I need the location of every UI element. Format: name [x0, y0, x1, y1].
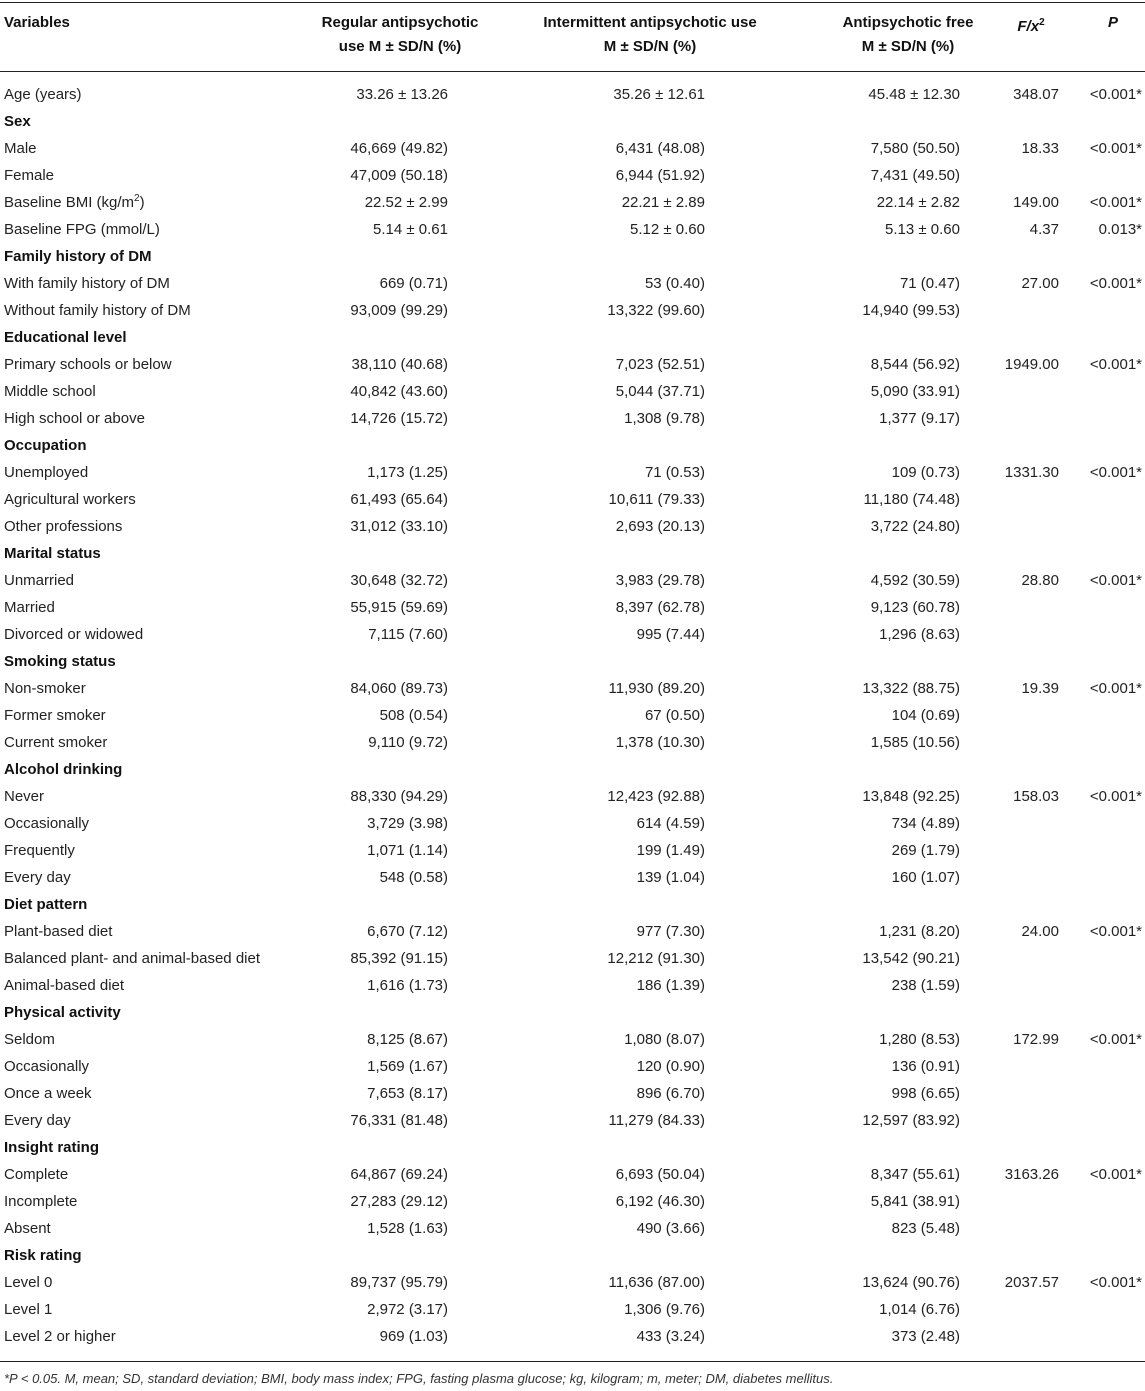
variable-cell	[4, 783, 44, 810]
variable-text: Seldom	[4, 1031, 55, 1048]
free-cell: 8,347 (55.61)	[870, 1166, 960, 1183]
regular-cell: 27,283 (29.12)	[350, 1193, 448, 1210]
table-row	[0, 270, 1145, 297]
free-cell: 373 (2.48)	[891, 1328, 960, 1345]
regular-cell: 89,737 (95.79)	[350, 1274, 448, 1291]
table-row	[0, 621, 1145, 648]
f-statistic-cell: 27.00	[1021, 275, 1059, 292]
variable-text: Age (years)	[4, 86, 82, 103]
regular-cell: 3,729 (3.98)	[367, 815, 448, 832]
table-row	[0, 162, 1145, 189]
variable-text: Insight rating	[4, 1139, 99, 1156]
free-cell: 14,940 (99.53)	[862, 302, 960, 319]
header-regular-line2: use M ± SD/N (%)	[338, 38, 462, 55]
section-label	[4, 648, 116, 675]
header-free-line2: M ± SD/N (%)	[861, 38, 955, 55]
section-label	[4, 1242, 82, 1269]
header-variables: Variables	[4, 14, 70, 31]
free-cell: 4,592 (30.59)	[870, 572, 960, 589]
free-cell: 109 (0.73)	[891, 464, 960, 481]
regular-cell: 55,915 (59.69)	[350, 599, 448, 616]
intermittent-cell: 614 (4.59)	[636, 815, 705, 832]
variable-cell	[4, 270, 170, 297]
variable-text: High school or above	[4, 410, 145, 427]
p-value-cell: <0.001*	[1089, 1274, 1142, 1291]
free-cell: 1,014 (6.76)	[879, 1301, 960, 1318]
table-row	[0, 189, 1145, 216]
variable-cell	[4, 162, 54, 189]
variable-text: Female	[4, 167, 55, 184]
f-statistic-cell: 24.00	[1021, 923, 1059, 940]
table-row	[0, 1161, 1145, 1188]
section-row	[0, 243, 1145, 270]
free-cell: 13,322 (88.75)	[862, 680, 960, 697]
intermittent-cell: 5,044 (37.71)	[615, 383, 705, 400]
regular-cell: 40,842 (43.60)	[350, 383, 448, 400]
f-statistic-cell: 348.07	[1013, 86, 1059, 103]
intermittent-cell: 139 (1.04)	[636, 869, 705, 886]
variable-cell	[4, 864, 71, 891]
intermittent-cell: 7,023 (52.51)	[615, 356, 705, 373]
free-cell: 1,280 (8.53)	[879, 1031, 960, 1048]
free-cell: 238 (1.59)	[891, 977, 960, 994]
variable-cell	[4, 513, 122, 540]
f-statistic-cell: 172.99	[1013, 1031, 1059, 1048]
p-value-cell: <0.001*	[1089, 140, 1142, 157]
variable-text: Never	[4, 788, 45, 805]
intermittent-cell: 1,378 (10.30)	[615, 734, 705, 751]
p-value-cell: <0.001*	[1089, 356, 1142, 373]
table-row	[0, 486, 1145, 513]
intermittent-cell: 71 (0.53)	[644, 464, 705, 481]
table-row	[0, 405, 1145, 432]
f-statistic-cell: 19.39	[1021, 680, 1059, 697]
table-row	[0, 567, 1145, 594]
free-cell: 13,624 (90.76)	[862, 1274, 960, 1291]
table-row	[0, 783, 1145, 810]
f-statistic-cell: 2037.57	[1004, 1274, 1059, 1291]
variable-tail: )	[139, 194, 145, 211]
header-intermittent-line1: Intermittent antipsychotic use	[543, 14, 757, 31]
variable-cell	[4, 594, 55, 621]
variable-cell	[4, 297, 191, 324]
free-cell: 823 (5.48)	[891, 1220, 960, 1237]
free-cell: 1,585 (10.56)	[870, 734, 960, 751]
intermittent-cell: 22.21 ± 2.89	[621, 194, 705, 211]
intermittent-cell: 6,693 (50.04)	[615, 1166, 705, 1183]
variable-text: Unmarried	[4, 572, 75, 589]
variable-cell	[4, 1161, 68, 1188]
intermittent-cell: 12,212 (91.30)	[607, 950, 705, 967]
p-value-cell: <0.001*	[1089, 788, 1142, 805]
variable-cell	[4, 945, 260, 972]
header-f-label: F/x	[1017, 18, 1040, 35]
section-label	[4, 756, 122, 783]
table-row	[0, 837, 1145, 864]
free-cell: 5,841 (38.91)	[870, 1193, 960, 1210]
free-cell: 22.14 ± 2.82	[876, 194, 960, 211]
variable-text: Frequently	[4, 842, 75, 859]
variable-cell	[4, 378, 96, 405]
section-row	[0, 540, 1145, 567]
p-value-cell: <0.001*	[1089, 680, 1142, 697]
intermittent-cell: 1,080 (8.07)	[624, 1031, 705, 1048]
intermittent-cell: 11,279 (84.33)	[608, 1112, 705, 1129]
table-row	[0, 1323, 1145, 1350]
header-f-sup: 2	[1039, 17, 1045, 28]
intermittent-cell: 3,983 (29.78)	[615, 572, 705, 589]
intermittent-cell: 896 (6.70)	[636, 1085, 705, 1102]
free-cell: 1,231 (8.20)	[879, 923, 960, 940]
free-cell: 160 (1.07)	[891, 869, 960, 886]
regular-cell: 1,569 (1.67)	[367, 1058, 448, 1075]
section-label	[4, 540, 101, 567]
variable-cell	[4, 216, 160, 243]
section-label	[4, 243, 152, 270]
variable-cell	[4, 675, 86, 702]
section-label	[4, 1134, 99, 1161]
regular-cell: 548 (0.58)	[379, 869, 448, 886]
intermittent-cell: 8,397 (62.78)	[615, 599, 705, 616]
variable-cell	[4, 1053, 89, 1080]
header-intermittent-line2: M ± SD/N (%)	[603, 38, 697, 55]
f-statistic-cell: 1949.00	[1004, 356, 1059, 373]
variable-text: Former smoker	[4, 707, 106, 724]
table-row	[0, 1215, 1145, 1242]
regular-cell: 93,009 (99.29)	[350, 302, 448, 319]
p-value-cell: <0.001*	[1089, 1166, 1142, 1183]
regular-cell: 85,392 (91.15)	[350, 950, 448, 967]
variable-text: Non-smoker	[4, 680, 86, 697]
variable-text: Baseline BMI (kg/m	[4, 194, 135, 211]
section-label	[4, 108, 31, 135]
intermittent-cell: 186 (1.39)	[636, 977, 705, 994]
regular-cell: 9,110 (9.72)	[368, 734, 448, 751]
intermittent-cell: 13,322 (99.60)	[607, 302, 705, 319]
regular-cell: 7,115 (7.60)	[368, 626, 448, 643]
variable-text: Risk rating	[4, 1247, 82, 1264]
intermittent-cell: 977 (7.30)	[636, 923, 705, 940]
regular-cell: 508 (0.54)	[379, 707, 448, 724]
variable-cell	[4, 1080, 92, 1107]
table-row	[0, 513, 1145, 540]
table-row	[0, 864, 1145, 891]
free-cell: 1,377 (9.17)	[879, 410, 960, 427]
variable-text: Level 0	[4, 1274, 53, 1291]
free-cell: 104 (0.69)	[891, 707, 960, 724]
intermittent-cell: 995 (7.44)	[636, 626, 705, 643]
section-label	[4, 891, 87, 918]
table-top-rule	[0, 2, 1145, 3]
regular-cell: 61,493 (65.64)	[350, 491, 448, 508]
variable-text: Plant-based diet	[4, 923, 113, 940]
free-cell: 1,296 (8.63)	[879, 626, 960, 643]
section-row	[0, 999, 1145, 1026]
free-cell: 5,090 (33.91)	[870, 383, 960, 400]
table-row	[0, 1053, 1145, 1080]
regular-cell: 7,653 (8.17)	[367, 1085, 448, 1102]
header-intermittent	[524, 11, 776, 59]
table-row	[0, 1296, 1145, 1323]
intermittent-cell: 10,611 (79.33)	[608, 491, 705, 508]
table-row	[0, 729, 1145, 756]
intermittent-cell: 67 (0.50)	[644, 707, 705, 724]
variable-text: Complete	[4, 1166, 69, 1183]
f-statistic-cell: 4.37	[1029, 221, 1059, 238]
table-body	[0, 81, 1145, 1350]
f-statistic-cell: 158.03	[1013, 788, 1059, 805]
p-value-cell: <0.001*	[1089, 275, 1142, 292]
table-row	[0, 675, 1145, 702]
table-row	[0, 594, 1145, 621]
table-row	[0, 1026, 1145, 1053]
p-value-cell: <0.001*	[1089, 923, 1142, 940]
table-row	[0, 972, 1145, 999]
table-row	[0, 216, 1145, 243]
variable-text: Level 2 or higher	[4, 1328, 116, 1345]
section-row	[0, 108, 1145, 135]
variable-text: Absent	[4, 1220, 51, 1237]
table-row	[0, 378, 1145, 405]
section-row	[0, 432, 1145, 459]
variable-text: Incomplete	[4, 1193, 78, 1210]
intermittent-cell: 53 (0.40)	[644, 275, 705, 292]
free-cell: 8,544 (56.92)	[870, 356, 960, 373]
regular-cell: 38,110 (40.68)	[351, 356, 448, 373]
header-regular-line1: Regular antipsychotic	[321, 14, 479, 31]
table-header	[0, 8, 1145, 68]
variable-text: Marital status	[4, 545, 101, 562]
variable-cell	[4, 135, 37, 162]
regular-cell: 88,330 (94.29)	[350, 788, 448, 805]
variable-text: Balanced plant- and animal-based diet	[4, 950, 261, 967]
variable-cell	[4, 189, 145, 216]
variable-text: Unemployed	[4, 464, 89, 481]
header-f-statistic	[996, 11, 1066, 39]
section-label	[4, 432, 87, 459]
f-statistic-cell: 18.33	[1021, 140, 1059, 157]
free-cell: 5.13 ± 0.60	[885, 221, 960, 238]
free-cell: 13,542 (90.21)	[862, 950, 960, 967]
regular-cell: 64,867 (69.24)	[350, 1166, 448, 1183]
table-row	[0, 702, 1145, 729]
variable-cell	[4, 702, 106, 729]
p-value-cell: <0.001*	[1089, 1031, 1142, 1048]
table-row	[0, 1269, 1145, 1296]
regular-cell: 1,071 (1.14)	[367, 842, 448, 859]
variable-cell	[4, 837, 75, 864]
section-row	[0, 1242, 1145, 1269]
variable-cell	[4, 351, 172, 378]
variable-cell	[4, 621, 143, 648]
variable-text: Level 1	[4, 1301, 53, 1318]
regular-cell: 47,009 (50.18)	[350, 167, 448, 184]
variable-text: Married	[4, 599, 55, 616]
variable-text: Without family history of DM	[4, 302, 191, 319]
free-cell: 71 (0.47)	[899, 275, 960, 292]
regular-cell: 8,125 (8.67)	[367, 1031, 448, 1048]
free-cell: 7,431 (49.50)	[870, 167, 960, 184]
variable-cell	[4, 972, 124, 999]
free-cell: 734 (4.89)	[891, 815, 960, 832]
variable-superscript: 2	[134, 193, 140, 204]
variable-cell	[4, 459, 88, 486]
free-cell: 13,848 (92.25)	[862, 788, 960, 805]
variable-text: Diet pattern	[4, 896, 88, 913]
variable-cell	[4, 486, 136, 513]
variable-text: Occasionally	[4, 1058, 90, 1075]
table-row	[0, 459, 1145, 486]
free-cell: 998 (6.65)	[891, 1085, 960, 1102]
variable-text: Educational level	[4, 329, 127, 346]
regular-cell: 1,173 (1.25)	[367, 464, 448, 481]
free-cell: 3,722 (24.80)	[870, 518, 960, 535]
variable-text: Occasionally	[4, 815, 90, 832]
header-p-value: P	[1107, 14, 1118, 31]
p-value-cell: <0.001*	[1089, 86, 1142, 103]
intermittent-cell: 11,930 (89.20)	[608, 680, 705, 697]
f-statistic-cell: 28.80	[1021, 572, 1059, 589]
table-row	[0, 1188, 1145, 1215]
free-cell: 136 (0.91)	[891, 1058, 960, 1075]
variable-text: Animal-based diet	[4, 977, 125, 994]
p-value-cell: <0.001*	[1089, 572, 1142, 589]
section-label	[4, 324, 127, 351]
intermittent-cell: 490 (3.66)	[636, 1220, 705, 1237]
variable-text: Other professions	[4, 518, 123, 535]
variable-cell	[4, 1215, 51, 1242]
variable-text: Family history of DM	[4, 248, 152, 265]
regular-cell: 31,012 (33.10)	[350, 518, 448, 535]
table-bottom-rule	[0, 1361, 1145, 1362]
f-statistic-cell: 1331.30	[1004, 464, 1059, 481]
regular-cell: 33.26 ± 13.26	[356, 86, 448, 103]
variable-text: Every day	[4, 869, 71, 886]
table-row	[0, 297, 1145, 324]
regular-cell: 22.52 ± 2.99	[364, 194, 448, 211]
variable-text: Male	[4, 140, 37, 157]
variable-text: With family history of DM	[4, 275, 170, 292]
free-cell: 45.48 ± 12.30	[868, 86, 960, 103]
section-row	[0, 756, 1145, 783]
table-row	[0, 351, 1145, 378]
variable-cell	[4, 918, 112, 945]
variable-cell	[4, 567, 74, 594]
f-statistic-cell: 149.00	[1013, 194, 1059, 211]
variable-text: Sex	[4, 113, 31, 130]
free-cell: 7,580 (50.50)	[870, 140, 960, 157]
intermittent-cell: 6,431 (48.08)	[615, 140, 705, 157]
regular-cell: 669 (0.71)	[379, 275, 448, 292]
variable-cell	[4, 729, 107, 756]
free-cell: 9,123 (60.78)	[870, 599, 960, 616]
table-row	[0, 1080, 1145, 1107]
intermittent-cell: 5.12 ± 0.60	[630, 221, 705, 238]
regular-cell: 2,972 (3.17)	[367, 1301, 448, 1318]
header-regular	[296, 11, 504, 59]
intermittent-cell: 11,636 (87.00)	[608, 1274, 705, 1291]
table-footnote: *P < 0.05. M, mean; SD, standard deviation; BMI, body mass index; FPG, fasting plasma glucose; kg, kilogram; m, meter; DM, diabetes mellitus.	[4, 1371, 834, 1386]
intermittent-cell: 1,308 (9.78)	[624, 410, 705, 427]
intermittent-cell: 6,944 (51.92)	[615, 167, 705, 184]
intermittent-cell: 35.26 ± 12.61	[613, 86, 705, 103]
variable-text: Occupation	[4, 437, 87, 454]
variable-cell	[4, 405, 145, 432]
regular-cell: 5.14 ± 0.61	[373, 221, 448, 238]
variable-text: Primary schools or below	[4, 356, 172, 373]
variable-text: Once a week	[4, 1085, 92, 1102]
intermittent-cell: 120 (0.90)	[636, 1058, 705, 1075]
section-row	[0, 891, 1145, 918]
intermittent-cell: 433 (3.24)	[636, 1328, 705, 1345]
variable-text: Baseline FPG (mmol/L)	[4, 221, 160, 238]
regular-cell: 1,528 (1.63)	[367, 1220, 448, 1237]
variable-cell	[4, 1026, 55, 1053]
table-row	[0, 945, 1145, 972]
section-row	[0, 648, 1145, 675]
variable-cell	[4, 1296, 52, 1323]
table-row	[0, 810, 1145, 837]
f-statistic-cell: 3163.26	[1004, 1166, 1059, 1183]
variable-text: Agricultural workers	[4, 491, 136, 508]
p-value-cell: <0.001*	[1089, 194, 1142, 211]
variable-cell	[4, 1188, 77, 1215]
free-cell: 12,597 (83.92)	[862, 1112, 960, 1129]
p-value-cell: <0.001*	[1089, 464, 1142, 481]
regular-cell: 14,726 (15.72)	[350, 410, 448, 427]
variable-text: Current smoker	[4, 734, 108, 751]
variable-cell	[4, 81, 82, 108]
intermittent-cell: 2,693 (20.13)	[615, 518, 705, 535]
intermittent-cell: 6,192 (46.30)	[615, 1193, 705, 1210]
header-free	[818, 11, 998, 59]
regular-cell: 969 (1.03)	[379, 1328, 448, 1345]
regular-cell: 30,648 (32.72)	[350, 572, 448, 589]
intermittent-cell: 199 (1.49)	[636, 842, 705, 859]
variable-text: Alcohol drinking	[4, 761, 123, 778]
free-cell: 11,180 (74.48)	[863, 491, 960, 508]
variable-text: Smoking status	[4, 653, 116, 670]
variable-text: Divorced or widowed	[4, 626, 144, 643]
variable-cell	[4, 1269, 52, 1296]
variable-cell	[4, 1323, 116, 1350]
regular-cell: 6,670 (7.12)	[367, 923, 448, 940]
table-row	[0, 81, 1145, 108]
section-row	[0, 1134, 1145, 1161]
p-value-cell: 0.013*	[1098, 221, 1142, 238]
variable-cell	[4, 1107, 71, 1134]
intermittent-cell: 12,423 (92.88)	[607, 788, 705, 805]
table-header-rule	[0, 71, 1145, 72]
section-label	[4, 999, 121, 1026]
intermittent-cell: 1,306 (9.76)	[624, 1301, 705, 1318]
table-row	[0, 135, 1145, 162]
variable-text: Middle school	[4, 383, 96, 400]
section-row	[0, 324, 1145, 351]
header-free-line1: Antipsychotic free	[842, 14, 974, 31]
variable-text: Every day	[4, 1112, 71, 1129]
free-cell: 269 (1.79)	[891, 842, 960, 859]
table-row	[0, 1107, 1145, 1134]
table-row	[0, 918, 1145, 945]
regular-cell: 46,669 (49.82)	[350, 140, 448, 157]
variable-text: Physical activity	[4, 1004, 121, 1021]
regular-cell: 84,060 (89.73)	[350, 680, 448, 697]
variable-cell	[4, 810, 89, 837]
regular-cell: 76,331 (81.48)	[350, 1112, 448, 1129]
regular-cell: 1,616 (1.73)	[367, 977, 448, 994]
